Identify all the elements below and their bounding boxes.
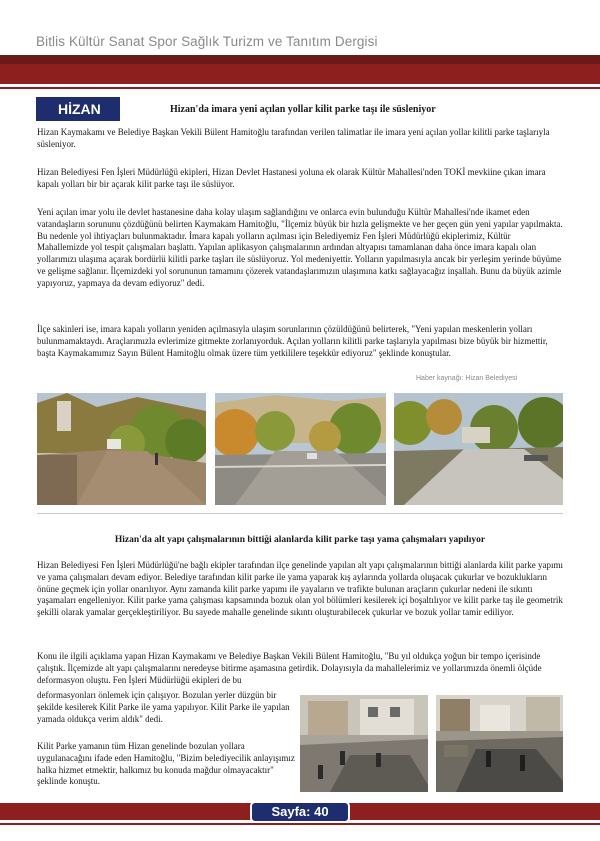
page-number: Sayfa: 40 [250,801,350,823]
road-photo-1 [37,393,206,505]
section-divider [37,513,563,514]
article-1-paragraph: Hizan Kaymakamı ve Belediye Başkan Vekili Bülent Hamitoğlu tarafından verilen talimatlar ile imara yeni açılan yollar kilitli parke taşlarıyla süsleniyor. [37,127,550,149]
header-band [0,64,600,84]
article-2-paragraph: Hizan Belediyesi Fen İşleri Müdürlüğü'ne bağlı ekipler tarafından ilçe genelinde yapılan alt yapı çalışmalarının bittiği alanlarda kilit parke yapımı ve yama çalışmaları devam ediyor. Belediye tarafından kilit parke ile yama yaparak kış aylarında yollarda oluşacak çukurlar ve bozuklukların önüne geçmek için yollar onarılıyor. Aynı zamanda kilit parke yapımı ile yayaların ve trafikte bulunan araçların çukurlar nedeni ile sıkıntı yaşamaları engelleniyor. Kilit parke yama çalışması kapsamında bozuk olan yol bölümleri kesilerek içi boşaltılıyor ve kilit parke taş ile geometrik şekilli olarak yamalar gerçekleştiriliyor. Bu sayede mahalle genelinde sıkıntı oluşturabilecek çukurlar ve bozuk yollar tamir ediliyor. [37,560,563,618]
news-source: Haber kaynağı: Hizan Belediyesi [416,375,518,382]
header-band-dark [0,55,600,64]
article-1-paragraph: Yeni açılan imar yolu ile devlet hastanesine daha kolay ulaşım sağlandığını ve onlarca evin bulunduğu Kültür Mahallesi'nde ikamet eden vatandaşların sorununu çözdüğünü belirten Kaymakam Hamitoğlu, "İlçemiz büyük bir hızla gelişmekte ve her geçen gün yeni yapılar yapılmakta. Bu nedenle yol ihtiyaçları bulunmaktadır. İmara kapalı yolların açılması için Belediyemiz Fen İşleri Müdürlüğü ekiplerimiz, Kültür Mahallemizde yol tespit çalışmaları başlattı. Yapılan aplikasyon çalışmalarının ardından altyapısı tamamlanan daha önce imara kapalı olan yollarımızı ulaşıma açarak bordürlü kilitli parke taşları ile süslüyoruz. Yol medeniyettir. Yolların yapılmasıyla ancak bir yerleşim yerinde büyüme ve gelişme sağlanır. İlçemizdeki yol sorununun tamamını çözerek vatandaşlarımızın ulaşımına katkı sağlayacağız inşallah. Bunu da büyük azimle yapıyoruz, yapmaya da devam ediyoruz" dedi. [37,207,563,288]
road-photo-3 [394,393,563,505]
article-1-paragraph: Hizan Belediyesi Fen İşleri Müdürlüğü ekipleri, Hizan Devlet Hastanesi yoluna ek olarak Kültür Mahallesi'nden TOKİ mevkiine çıkan imara kapalı yolları bir bir açarak kilit parke taşı ile süslüyor. [37,167,546,189]
road-photo-2 [215,393,386,505]
patch-work-photo-2 [436,695,563,792]
article-1-paragraph: İlçe sakinleri ise, imara kapalı yolların yeniden açılmasıyla ulaşım sorunlarının çözüldüğünü belirterek, "Yeni yapılan meskenlerin yolları bulunmamaktaydı. Araçlarımızla evlerimize gitmekte zorlanıyorduk. Açılan yolların kilitli parke taşlarıyla yapılması bize büyük bir hizmettir, başta Kaymakamımız Sayın Bülent Hamitoğlu olmak üzere tüm yetkililere teşekkür ediyoruz" şeklinde konuştular. [37,324,548,358]
article-2-paragraph: Kilit Parke yamanın tüm Hizan genelinde bozulan yollara uygulanacağını ifade eden Hamitoğlu, "Bizim belediyecilik anlayışımız halka hizmet etmektir, halkımız bu konuda mağdur olmayacaktır" şeklinde konuştu. [37,741,295,787]
magazine-title: Bitlis Kültür Sanat Spor Sağlık Turizm ve Tanıtım Dergisi [36,34,378,49]
article-2-headline: Hizan'da alt yapı çalışmalarının bittiği alanlarda kilit parke taşı yama çalışmaları yapılıyor [114,535,486,545]
header-rule [0,87,600,89]
footer-rule [0,823,600,825]
article-2-paragraph: deformasyonları önlemek için çalışıyor. Bozulan yerler düzgün bir şekilde kesilerek Kilit Parke ile yama yapılıyor. Kilit Parke ile yapılan yamada oldukça verim aldık" dedi. [37,690,290,724]
patch-work-photo-1 [300,695,428,792]
section-badge: HİZAN [36,97,120,121]
article-1-headline: Hizan'da imara yeni açılan yollar kilit parke taşı ile süsleniyor [170,104,436,115]
article-2-paragraph: Konu ile ilgili açıklama yapan Hizan Kaymakamı ve Belediye Başkan Vekili Bülent Hamitoğlu, "Bu yıl oldukça yoğun bir tempo içerisinde çalıştık. İlçemizde alt yapı çalışmalarını neredeyse bitirme aşamasına getirdik. Dolayısıyla da mahallelerimiz ve yollarımızda önemli ölçüde deformasyon oluştu. Fen İşleri Müdürlüğü ekipleri de bu [37,651,542,685]
